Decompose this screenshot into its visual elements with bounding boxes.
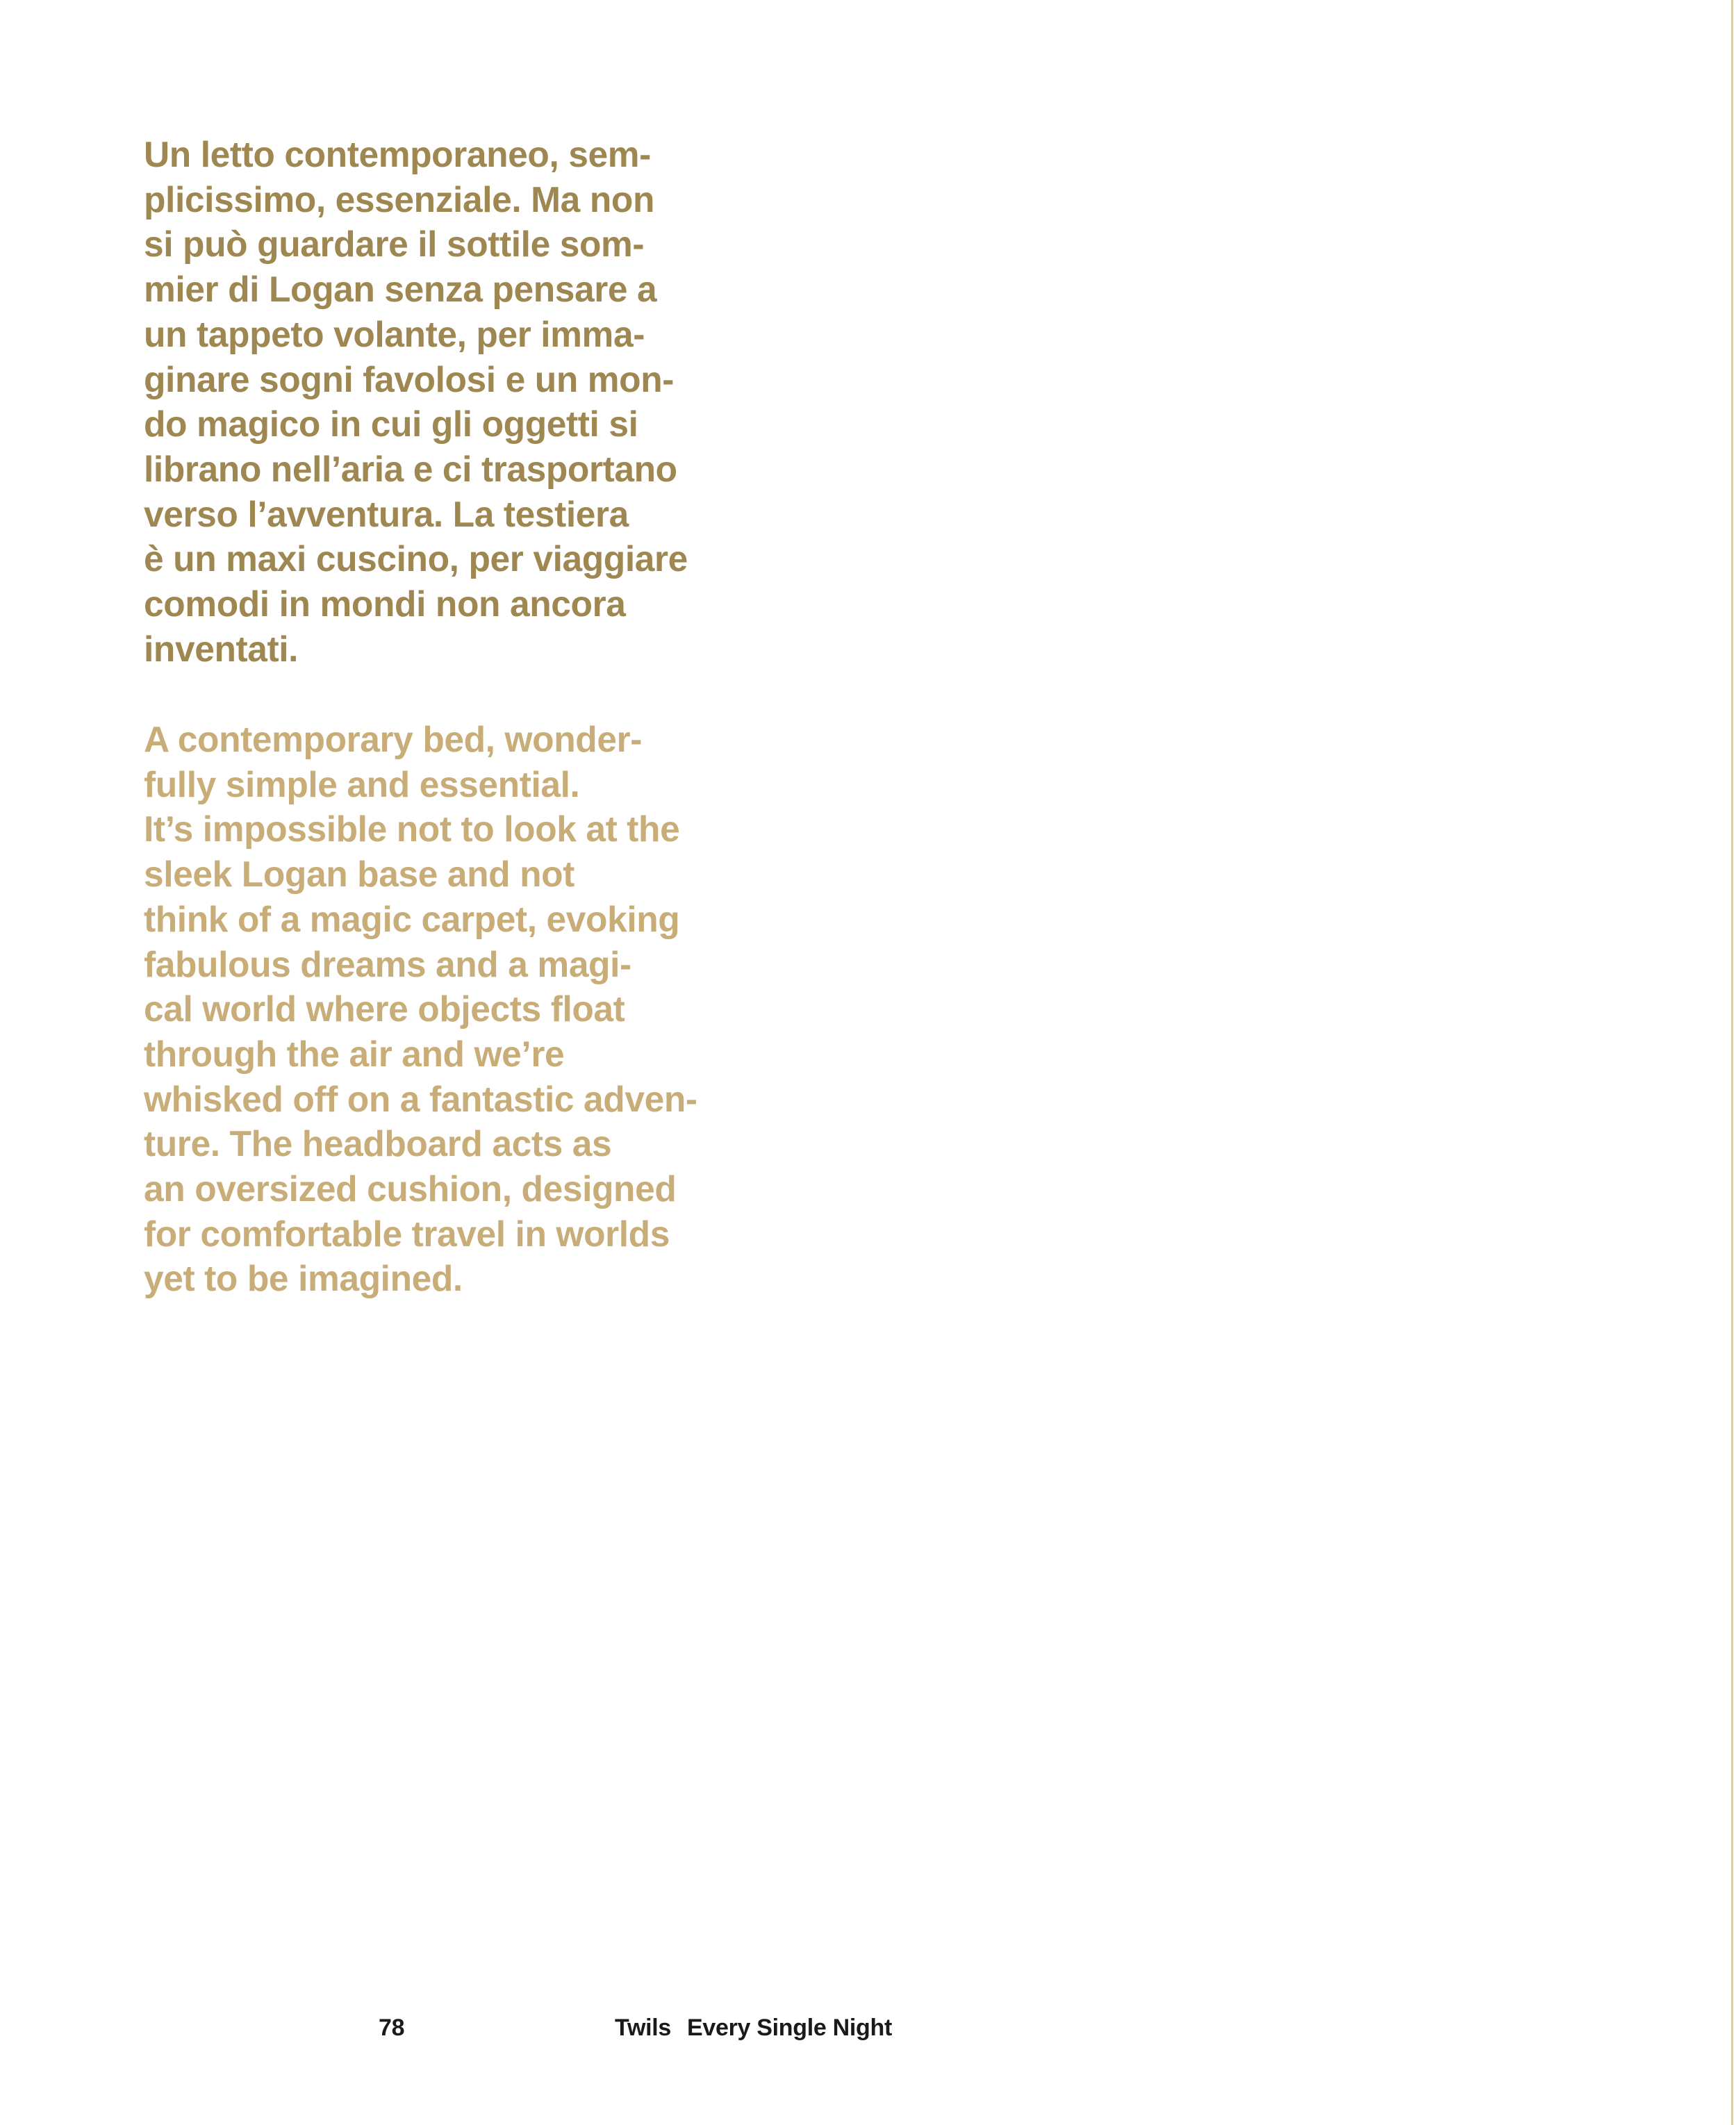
english-line: whisked off on a fantastic adven- xyxy=(144,1078,697,1119)
italian-line: plicissimo, essenziale. Ma non xyxy=(144,179,655,220)
italian-line: verso l’avventura. La testiera xyxy=(144,493,629,534)
english-line: for comfortable travel in worlds xyxy=(144,1213,670,1254)
english-line: an oversized cushion, designed xyxy=(144,1168,677,1209)
italian-line: ginare sogni favolosi e un mon- xyxy=(144,358,675,399)
english-line: A contemporary bed, wonder- xyxy=(144,719,642,759)
english-line: It’s impossible not to look at the xyxy=(144,809,680,850)
english-line: fabulous dreams and a magi- xyxy=(144,943,631,984)
italian-line: do magico in cui gli oggetti si xyxy=(144,404,638,445)
italian-line: si può guardare il sottile som- xyxy=(144,224,645,265)
english-line: sleek Logan base and not xyxy=(144,854,574,895)
page-number: 78 xyxy=(379,2015,405,2041)
page-edge-line xyxy=(1731,0,1733,2125)
italian-paragraph xyxy=(144,132,713,671)
english-line: through the air and we’re xyxy=(144,1033,565,1074)
english-line: yet to be imagined. xyxy=(144,1258,463,1299)
italian-line: mier di Logan senza pensare a xyxy=(144,269,657,310)
english-line: ture. The headboard acts as xyxy=(144,1123,612,1164)
footer-section-title: Every Single Night xyxy=(687,2015,893,2041)
italian-line: un tappeto volante, per imma- xyxy=(144,313,645,354)
italian-line: librano nell’aria e ci trasportano xyxy=(144,448,677,489)
footer-brand: Twils xyxy=(615,2015,671,2041)
italian-line: è un maxi cuscino, per viaggiare xyxy=(144,538,688,579)
english-line: cal world where objects float xyxy=(144,989,625,1030)
english-paragraph xyxy=(144,717,713,1301)
english-line: think of a magic carpet, evoking xyxy=(144,898,680,939)
italian-line: Un letto contemporaneo, sem- xyxy=(144,134,651,174)
italian-line: comodi in mondi non ancora xyxy=(144,584,626,625)
italian-line: inventati. xyxy=(144,628,299,669)
english-line: fully simple and essential. xyxy=(144,763,580,804)
